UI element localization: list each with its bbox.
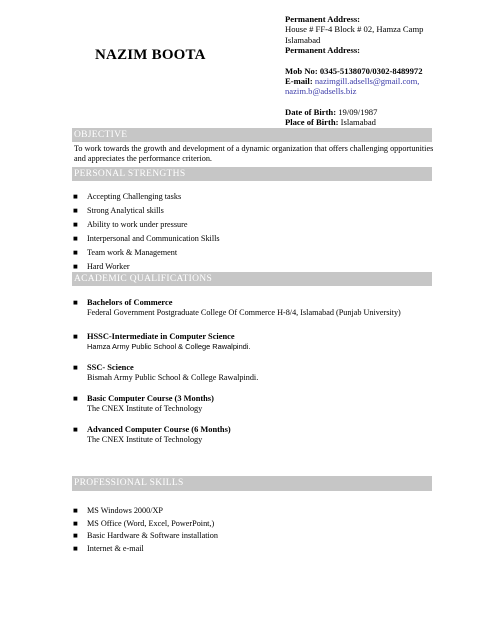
- dob-label: Date of Birth:: [285, 106, 337, 117]
- list-item: ■ Strong Analytical skills: [73, 206, 164, 215]
- list-item: ■ MS Office (Word, Excel, PowerPoint,): [73, 518, 215, 528]
- address-line-2: Islamabad: [285, 34, 321, 45]
- list-item: ■ Ability to work under pressure: [73, 220, 188, 229]
- pob-line: [285, 117, 450, 127]
- email-line: [285, 76, 450, 86]
- email-link-2[interactable]: nazim.b@adsells.biz: [285, 86, 357, 97]
- personal-strengths-header: PERSONAL STRENGTHS: [72, 167, 432, 181]
- permanent-address-label-2: Permanent Address:: [285, 45, 361, 56]
- list-item: ■ Interpersonal and Communication Skills: [73, 234, 220, 243]
- dob-value: 19/09/1987: [338, 106, 378, 117]
- qualification-item: ■ Basic Computer Course (3 Months) The CNEX Institute of Technology: [73, 394, 214, 413]
- candidate-name: NAZIM BOOTA: [95, 47, 206, 63]
- email-link-1[interactable]: nazimgill.adsells@gmail.com,: [314, 76, 420, 87]
- qualification-item: ■ SSC- Science Bismah Army Public School & College Rawalpindi.: [73, 363, 259, 382]
- address-line-1: House # FF-4 Block # 02, Hamza Camp: [285, 24, 424, 35]
- list-item: ■ Basic Hardware & Software installation: [73, 531, 218, 540]
- professional-skills-header: PROFESSIONAL SKILLS: [72, 476, 432, 491]
- list-item: ■ Internet & e-mail: [73, 543, 144, 553]
- list-item: ■ Team work & Management: [73, 248, 178, 257]
- list-item: ■ MS Windows 2000/XP: [73, 506, 163, 515]
- pob-label: Place of Birth:: [285, 117, 339, 128]
- objective-header: OBJECTIVE: [72, 128, 432, 142]
- permanent-address-label: Permanent Address:: [285, 14, 361, 24]
- pob-value: Islamabad: [340, 117, 376, 128]
- list-item: ■ Hard Worker: [73, 262, 130, 271]
- qualification-item: ■ Bachelors of Commerce Federal Government Postgraduate College Of Commerce H-8/4, Islamabad (Punjab University): [73, 298, 401, 317]
- email-label: E-mail:: [285, 76, 313, 87]
- qualification-item: ■ HSSC-Intermediate in Computer Science Hamza Army Public School & College Rawalpindi.: [73, 332, 251, 351]
- strengths-list: [73, 190, 220, 274]
- contact-block: [285, 14, 450, 128]
- dob-line: [285, 107, 450, 117]
- qualification-item: ■ Advanced Computer Course (6 Months) The CNEX Institute of Technology: [73, 425, 231, 444]
- skills-list: [73, 505, 218, 555]
- list-item: ■ Accepting Challenging tasks: [73, 192, 182, 201]
- mobile-number: Mob No: 0345-5138070/0302-8489972: [285, 65, 423, 76]
- academic-qualifications-header: ACADEMIC QUALIFICATIONS: [72, 272, 432, 286]
- objective-text: To work towards the growth and development of a dynamic organization that offers challenging opportunities and appreciates the performance criterion.: [74, 144, 434, 163]
